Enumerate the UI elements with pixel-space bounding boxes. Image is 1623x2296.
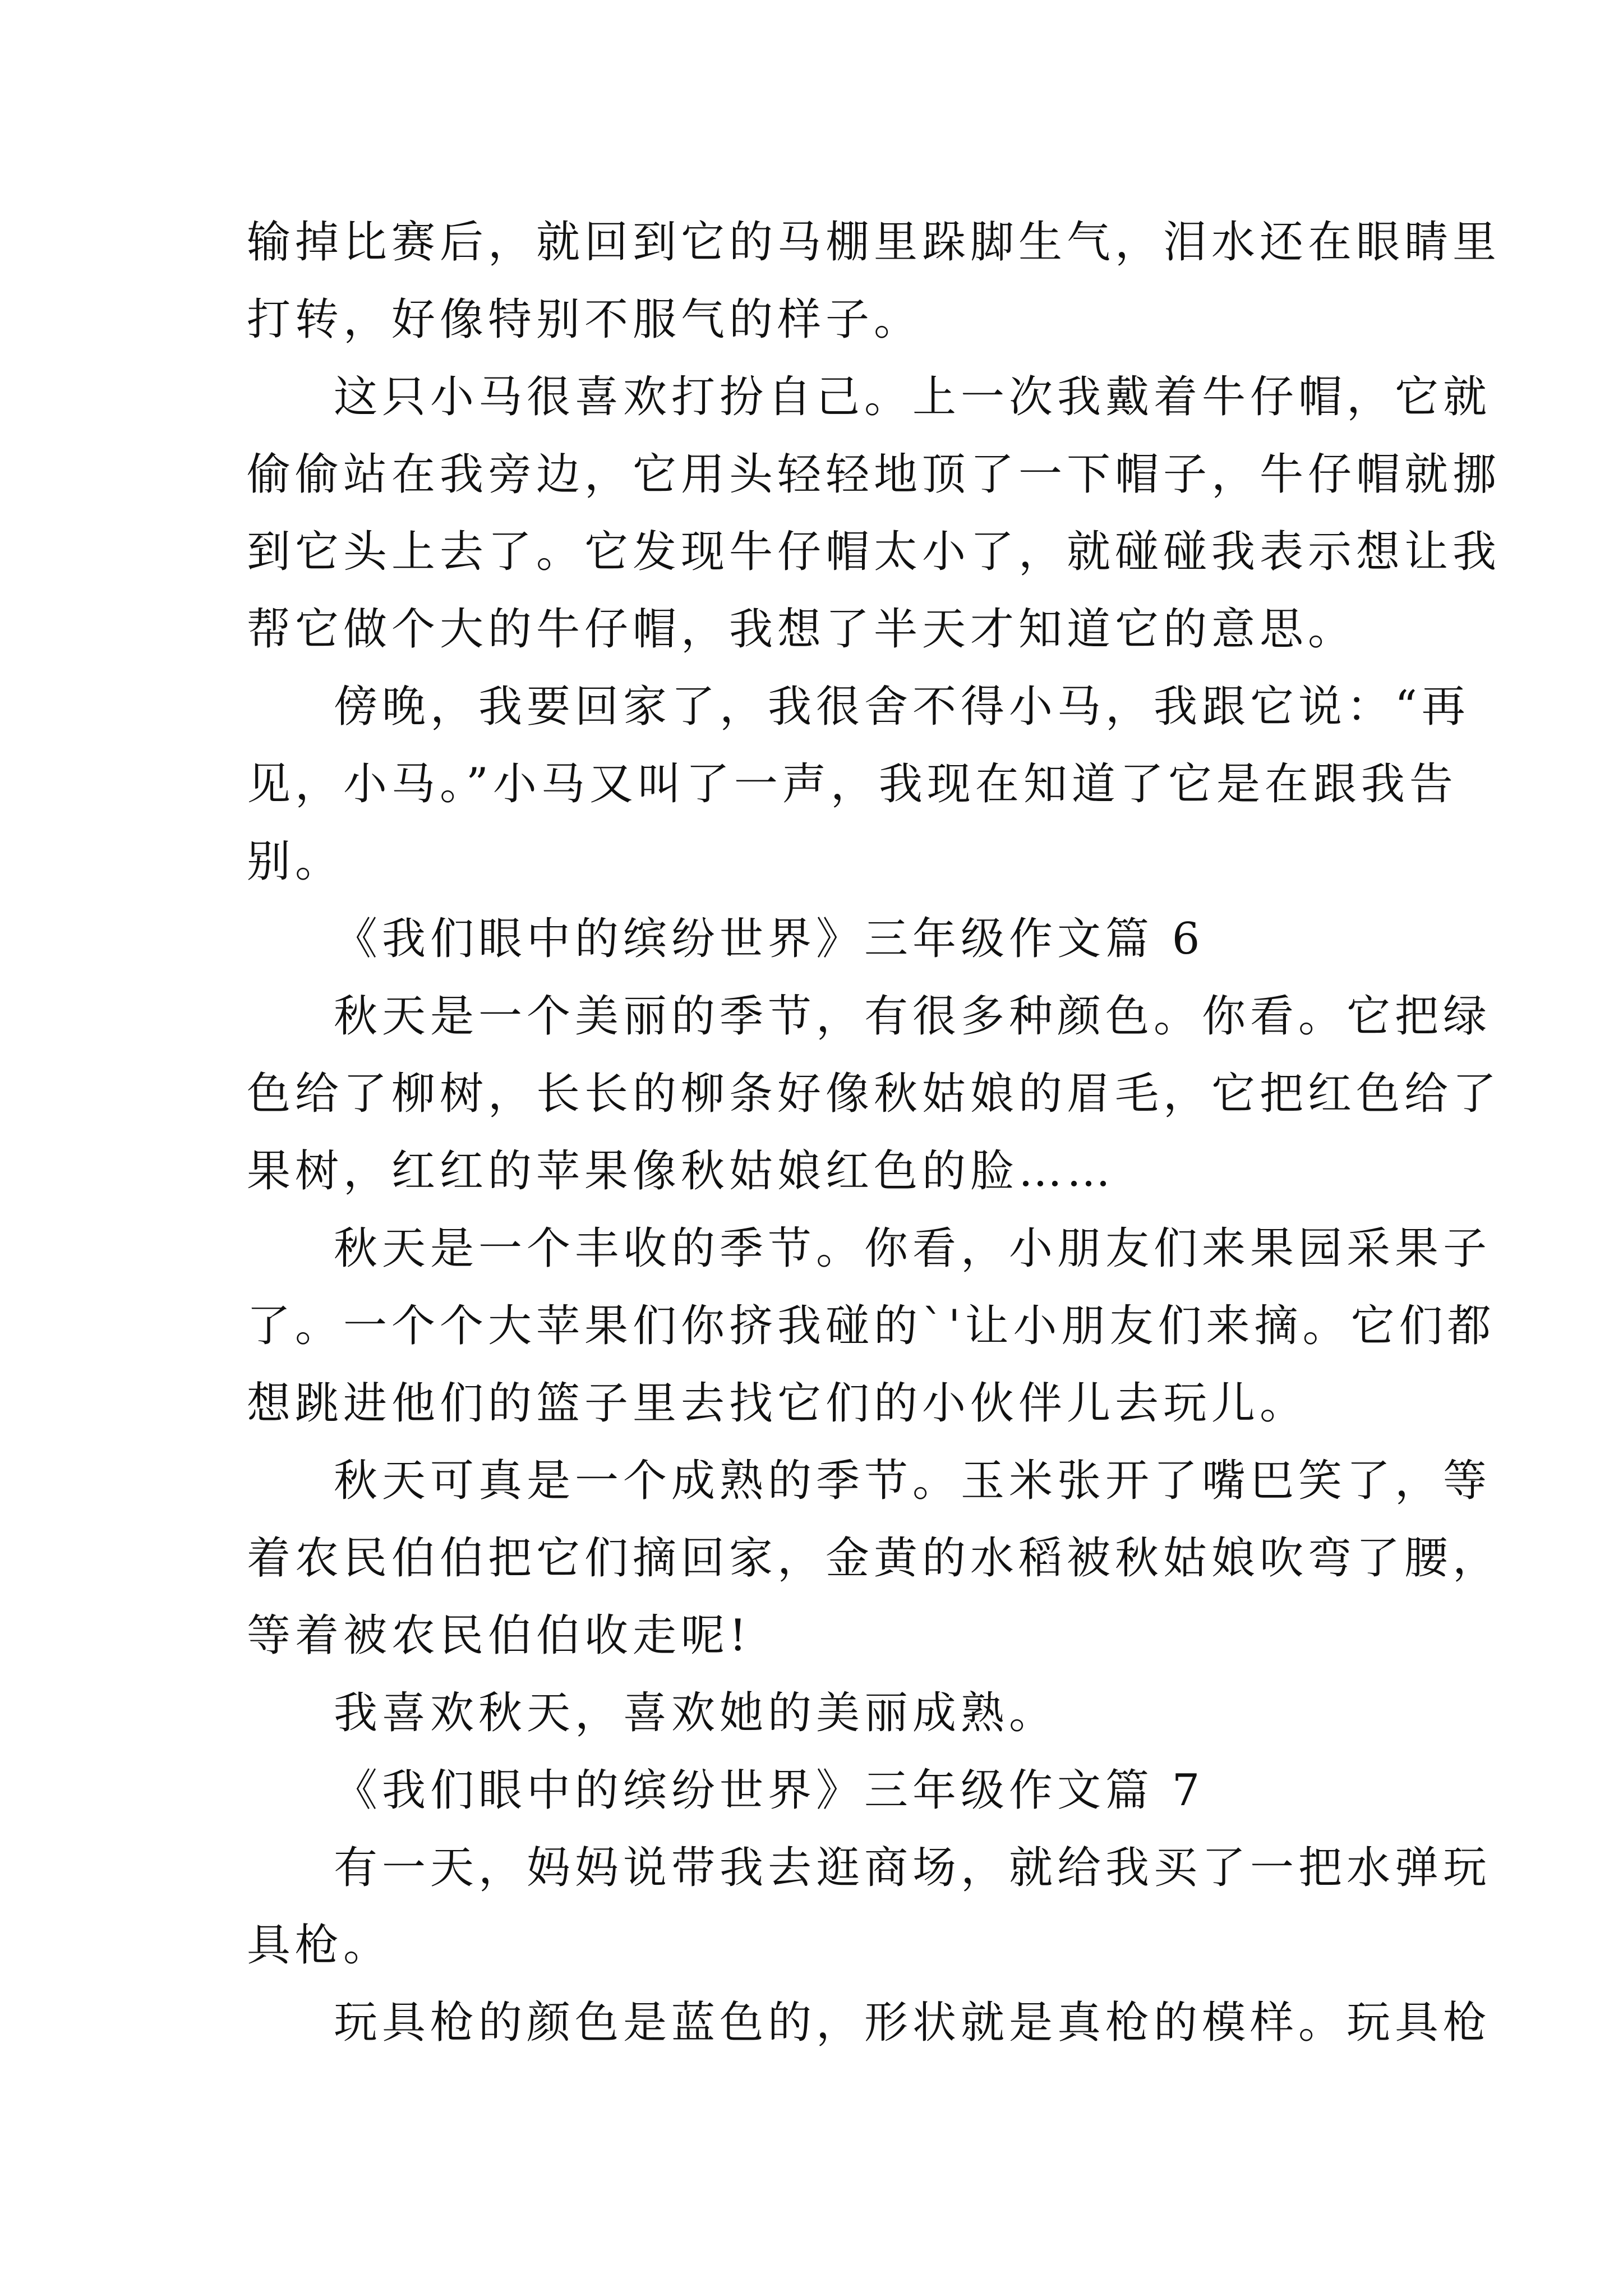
paragraph-line: 傍晚，我要回家了，我很舍不得小马，我跟它说：“再 xyxy=(334,682,1470,732)
paragraph-line: 秋天是一个丰收的季节。你看，小朋友们来果园采果子 xyxy=(334,1223,1492,1274)
paragraph-line: 输掉比赛后，就回到它的马棚里跺脚生气，泪水还在眼睛里 xyxy=(247,217,1501,268)
paragraph-line: 色给了柳树，长长的柳条好像秋姑娘的眉毛，它把红色给了 xyxy=(247,1069,1501,1119)
paragraph-line: 有一天，妈妈说带我去逛商场，就给我买了一把水弹玩 xyxy=(334,1843,1492,1893)
paragraph-line: 到它头上去了。它发现牛仔帽太小了，就碰碰我表示想让我 xyxy=(247,527,1501,577)
paragraph-line: 打转，好像特别不服气的样子。 xyxy=(247,295,923,345)
paragraph-line: 这只小马很喜欢打扮自己。上一次我戴着牛仔帽，它就 xyxy=(334,372,1492,422)
paragraph-line: 帮它做个大的牛仔帽，我想了半天才知道它的意思。 xyxy=(247,604,1357,655)
paragraph-line: 秋天可真是一个成熟的季节。玉米张开了嘴巴笑了，等 xyxy=(334,1456,1492,1506)
paragraph-line: 见，小马。”小马又叫了一声，我现在知道了它是在跟我告 xyxy=(247,759,1458,809)
paragraph-line: 别。 xyxy=(247,836,344,887)
paragraph-line: 偷偷站在我旁边，它用头轻轻地顶了一下帽子，牛仔帽就挪 xyxy=(247,449,1501,500)
paragraph-line: 我喜欢秋天，喜欢她的美丽成熟。 xyxy=(334,1688,1058,1738)
paragraph-line: 着农民伯伯把它们摘回家，金黄的水稻被秋姑娘吹弯了腰， xyxy=(247,1533,1501,1584)
section-heading: 《我们眼中的缤纷世界》三年级作文篇 6 xyxy=(334,914,1205,964)
paragraph-line: 等着被农民伯伯收走呢! xyxy=(247,1611,751,1661)
paragraph-line: 果树，红红的苹果像秋姑娘红色的脸…… xyxy=(247,1146,1115,1197)
paragraph-line: 玩具枪的颜色是蓝色的，形状就是真枪的模样。玩具枪 xyxy=(334,1998,1492,2048)
paragraph-line: 秋天是一个美丽的季节，有很多种颜色。你看。它把绿 xyxy=(334,991,1492,1042)
paragraph-line: 想跳进他们的篮子里去找它们的小伙伴儿去玩儿。 xyxy=(247,1378,1308,1429)
paragraph-line: 具枪。 xyxy=(247,1920,392,1971)
paragraph-line: 了。一个个大苹果们你挤我碰的`'让小朋友们来摘。它们都 xyxy=(247,1301,1496,1351)
section-heading: 《我们眼中的缤纷世界》三年级作文篇 7 xyxy=(334,1765,1205,1816)
